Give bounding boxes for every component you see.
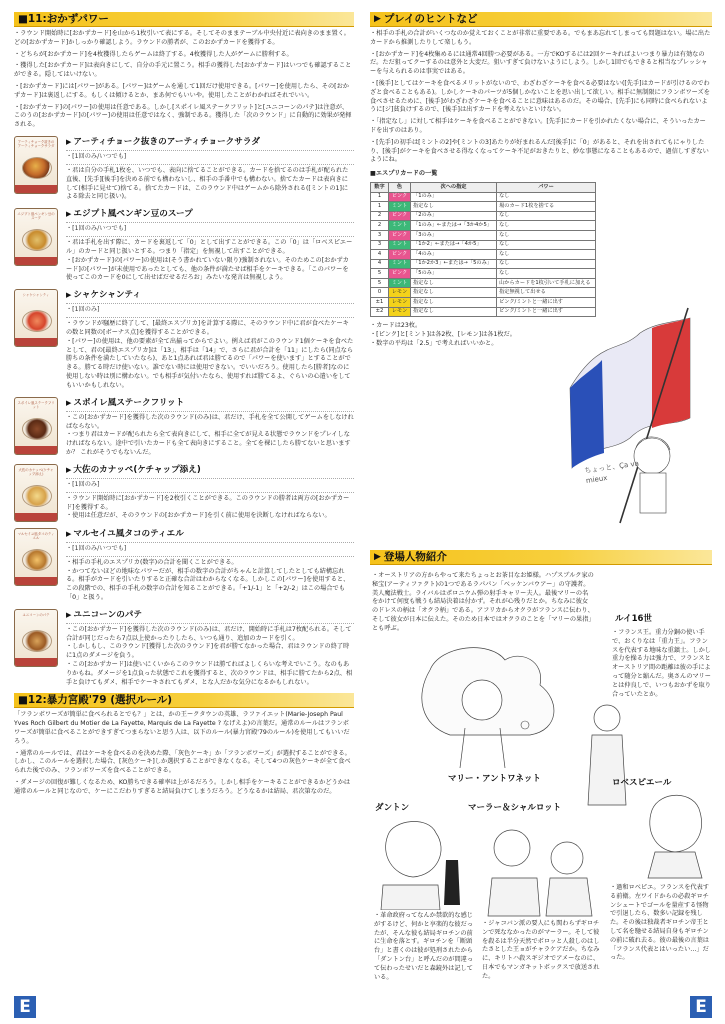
card-band bbox=[15, 446, 57, 454]
card-title: ▶ アーティチョーク抜きのアーティチョークサラダ bbox=[66, 136, 260, 147]
s11-rule-1: ・ラウンド開始時に[おかずカード]を山から1枚引いて表にする。そしてそのままテーブル中央付近に表向きのまま置く。どの[おかずカード]かしっかり確認しよう。ラウンドの勝者が、このおかずカードを獲得する。 bbox=[14, 30, 350, 46]
section-12-title: ■12:暴力宮殿'79 (選択ルール) bbox=[18, 694, 173, 707]
okazu-card-canape bbox=[14, 464, 354, 522]
louis-illustration bbox=[582, 700, 632, 810]
cell-color: レモン bbox=[389, 307, 411, 317]
col-power: パワー bbox=[497, 182, 596, 192]
okazu-card-unicorn bbox=[14, 609, 354, 688]
table-row bbox=[371, 192, 596, 202]
dish-plate-icon bbox=[22, 310, 52, 332]
cell-spec: 指定なし bbox=[411, 288, 497, 298]
dish-plate-icon bbox=[22, 418, 52, 440]
card-timing: ・[1回のみ/いつでも] bbox=[66, 225, 127, 233]
triangle-icon: ▶ bbox=[66, 398, 72, 407]
marat-illustration bbox=[482, 818, 602, 918]
section-12-header bbox=[14, 693, 354, 708]
cell-color: ミント bbox=[389, 202, 411, 212]
s12-rule-2: ・ダメージの回復が難しくなるため、KO勝ちできる確率は上がるだろう。しかし相手をケーキることができるかどうかは通常のルールと同じなので、ケーにこだわりすぎると結局負けてしまうだろう。どうなるかは結局、君次第なのだ。 bbox=[14, 779, 351, 795]
divider bbox=[66, 317, 354, 318]
cell-spec: 「3のみ」 bbox=[411, 230, 497, 240]
triangle-icon: ▶ bbox=[66, 610, 72, 619]
divider bbox=[66, 623, 354, 624]
card-timing: ・[1回のみ/いつでも] bbox=[66, 153, 127, 161]
characters-title: 登場人物紹介 bbox=[383, 550, 447, 563]
louis-name: ルイ16世 bbox=[615, 614, 652, 624]
card-image-label: エジプト風ペンギン豆のスープ bbox=[17, 212, 55, 221]
cell-color: ピンク bbox=[389, 211, 411, 221]
triangle-icon: ▶ bbox=[374, 551, 381, 562]
marat-text: ・ジャコバン派の要人にも関わらずギロチンで死ななかったのがマーラー。そして彼を殺るは半分天然でボロッと人殺しのはしたさとした王ョがチャラケアだか。ちなみに、キリトハ殺スギジオでアメーなのに、日本でもマンガキットボックスで放送された。 bbox=[482, 920, 600, 980]
signature-text: ちょっと、Ça va mieux bbox=[583, 459, 640, 485]
card-text: ・この[おかずカード]を獲得した次のラウンド(のみ)は、君だけ、開始時に手札は7枚配られる。そして合計が同じだったら7点以上使かったりしたら、いつも通り、追加のカードを引く。 ・しかしもし、このラウンド[獲得した次のラウンド]を君が勝てなかった場合、君はラウンドの終了時に1点のダメージを負う。 ・この[おかずカード]は使いにくいからこのラウンドは勝てればよしくらいな考えでいこう。なのもありかもね。ダメージを1点負った状態でこれを獲得すると、次のラウンドは、相手に勝てたから2点、相手と負けてもダメ、相手でケーキされてもダメ、とな人だかな気分になるかもしれない。 bbox=[66, 625, 353, 686]
card-timing: ・[1回のみ] bbox=[66, 306, 100, 314]
robespierre-illustration bbox=[640, 790, 710, 880]
cell-power: なし bbox=[497, 240, 596, 250]
section-11-header bbox=[14, 12, 354, 27]
cell-number: 5 bbox=[371, 269, 389, 279]
s11-rule-4: ・[おかずカード]には[パワー]がある。[パワー]はゲームを通して1回だけ使用できる。[パワー]を使用したら、その[おかずカード]は裏返しにする。もしくは傾けるとか、まあ何でもいいや。使用したことがわかればそれでいい。 bbox=[14, 82, 349, 99]
table-row bbox=[371, 240, 596, 250]
cell-power: なし bbox=[497, 250, 596, 260]
card-title: ▶ エジプト風ペンギン豆のスープ bbox=[66, 209, 193, 220]
card-band bbox=[15, 513, 57, 521]
characters-section bbox=[370, 550, 712, 565]
card-image-tako bbox=[14, 528, 58, 586]
left-column bbox=[14, 12, 354, 797]
divider bbox=[66, 150, 354, 151]
cell-color: レモン bbox=[389, 298, 411, 308]
s12-intro: 「フランボワーズが簡単に食べられるとでも？」とは、かの王ークタウンの英雄、ラファイエット(Marie-Joseph Paul Yves Roch Gilbert du Motier de La Fayette, Marquis de La Fayette ? なげえよ)の言葉だ。通常のルールはフランボワーズが簡単に食べることができすぎてつまらないと思う人は、以下のルール(暴力宮殿'79のルール)を使用してもいいだろう。 bbox=[14, 711, 350, 745]
s12-rule-1: ・通常のルールでは、君はケーキを食べるのを決めた際、「灰色ケーキ」か「フランボワーズ」が選択することができる。しかし、このルールを選択した場合、[灰色ケーキ]しか選択することができなくなる。そして4つの灰色ケーキが全て食べられた後でのみ、フランボワーズを食べることができる。 bbox=[14, 749, 351, 775]
card-band bbox=[15, 658, 57, 666]
divider bbox=[66, 303, 354, 304]
card-text: ・君は手札を出す際に、カードを裏返して「0」として出すことができる。この「0」は「ロベスピエール」のカードと同じ扱いとする。つまり「指定」を無視して出すことができる。 ・[おかずカード]の[パワー]の使用は(そう書かれていない限り)強制されない。そのためこの[おかずカード]の[パワー]が未使用であったとしても、他の条件が満たせば相手をケーキできる。「このパワーを使ってこのカードを0にして出せばだせるだろお」みたいな発言は無視しよう。 bbox=[66, 239, 353, 282]
cell-spec: 「1か2」←または→「4か5」 bbox=[411, 240, 497, 250]
divider bbox=[66, 222, 354, 223]
cell-color: ミント bbox=[389, 259, 411, 269]
card-image-label: ユニコーンのパテ bbox=[22, 612, 50, 617]
cell-color: ピンク bbox=[389, 269, 411, 279]
card-image-steak bbox=[14, 397, 58, 455]
cell-number: 3 bbox=[371, 230, 389, 240]
cell-power: なし bbox=[497, 269, 596, 279]
card-title: ▶ 大佐のカナッペ(ケチャップ添え) bbox=[66, 464, 201, 475]
okazu-card-shake bbox=[14, 289, 354, 390]
card-timing: ・[1回のみ] bbox=[66, 480, 100, 488]
card-title: ▶ マルセイユ風タコのティエル bbox=[66, 528, 184, 539]
cell-power: なし bbox=[497, 230, 596, 240]
note-3: ・数字の平均は「2.5」で考えればいいかと。 bbox=[370, 339, 498, 347]
cell-power: なし bbox=[497, 211, 596, 221]
robespierre-name: ロベスピエール bbox=[612, 778, 672, 788]
cell-power: 指定無視して出せる bbox=[497, 288, 596, 298]
antoinette-text: ・オーストリアの方からやって来たちょっとお茶目なお姫様。ハプスブルク家の秘宝(アーティファクト)の1つであるラパパン「ベッケンバウアー」の守護者。美人魔法戦士。ライバルはポロニウム弾の射手キャリー夫人。最後マリーの名をかけて何度も戦うも結局決着は付かず。それが心残りだとか。ちなみに彼女のドレスの柄は「オクラ柄」である。アフリカからオクラがフランスに伝わり、そして彼女が日本に伝えた。そのため日本ではオクラのことを「マリーの果指」とも呼ぶ。 bbox=[372, 572, 594, 632]
cell-number: 3 bbox=[371, 240, 389, 250]
divider bbox=[66, 478, 354, 479]
card-text: ・この[おかずカード]を獲得した次のラウンド(のみ)は、君だけ、手札を全て公開してゲームをしなければならない。 ・つまり君はカードが配られたら全て表向きにして、相手に全てが見える状態でラウンドをプレイしなければならない。途中で引いたカードも全て表向きにすること。全てを裸にしたら勝てないと思いますか？ これがそうでもないんだ。 bbox=[66, 413, 354, 456]
divider bbox=[66, 164, 354, 165]
cell-number: 2 bbox=[371, 221, 389, 231]
card-image-unicorn bbox=[14, 609, 58, 667]
cell-number: ±2 bbox=[371, 307, 389, 317]
cell-spec: 「1か2か3」←または→「5のみ」 bbox=[411, 259, 497, 269]
okazu-card-soup bbox=[14, 208, 354, 283]
s11-rule-2: ・どちらが[おかずカード]を4枚獲得したらゲームは終了する。4枚獲得した人がゲームに勝利する。 bbox=[14, 50, 293, 58]
card-image-label: スポイレ風ステークフリット bbox=[17, 400, 55, 409]
cell-power: 山からカードを1枚引いて手札に加える bbox=[497, 278, 596, 288]
dish-plate-icon bbox=[22, 157, 52, 179]
cell-spec: 「4のみ」 bbox=[411, 250, 497, 260]
antoinette-illustration bbox=[410, 640, 580, 770]
dish-plate-icon bbox=[22, 485, 52, 507]
card-image-label: アーティチョーク抜きのアーティチョークサラダ bbox=[17, 139, 55, 149]
triangle-icon: ▶ bbox=[374, 13, 381, 24]
triangle-icon: ▶ bbox=[66, 465, 72, 474]
card-title: ▶ ユニコーンのパテ bbox=[66, 609, 142, 620]
triangle-icon: ▶ bbox=[66, 210, 72, 219]
hint-3: ・[後手]としてはケーキを食べるメリットがないので、わざわざケーキを食べる必要はない([先手]はカードが引けるのでわざと食べることもある)。しかしケーキのパーツが5個しかないことを思い出して欲しい。相手に無制限にフランボワーズを食べさせるために、[後手]がわざわざケーキを食べることに意味はあるのだ。その場合、[先手]にも同時に食べられないように[ジ]貧負けするので、[後手]は出すカードを考えないといけない。 bbox=[370, 79, 710, 114]
antoinette-name: マリー・アントワネット bbox=[448, 774, 541, 784]
section-11-title: ■11:おかずパワー bbox=[18, 12, 109, 25]
triangle-icon: ▶ bbox=[66, 291, 72, 300]
table-row bbox=[371, 202, 596, 212]
cell-number: 5 bbox=[371, 278, 389, 288]
card-text: ・ラウンドが騒歴に終了して、[最終エスプリカ]を計算する際に、そのラウンド中に君が食べたケーキの数と同数の[ボーナス点]を獲得することができる。 ・[パワー]の使用は、他の要素が全て出揃ってからでよい。例えば君がこのラウンド1個ケーキを食べたとして、君の[最終エスプリカ]は「13」、相手は「14」で、さらに君が合計を「11」にしたら(同点なら勝ちの条件を満たしていたなら)、あと1点あれば君は勝てるので「パワーを使います」とすることができる。勝てる時だけ使いない。誰でない時には使用できない。でいいだろう。使用したら[勝者]なのに使用しない時は別に構わない。でも相手が気付いたなら、使用すれば勝てるよ、ぐらいの心遣いをしてもいいかもしれない。 bbox=[66, 320, 354, 389]
cell-spec: 「1のみ」 bbox=[411, 192, 497, 202]
cell-number: 0 bbox=[371, 288, 389, 298]
cell-spec: 指定なし bbox=[411, 278, 497, 288]
col-next-spec: 次への指定 bbox=[411, 182, 497, 192]
table-row bbox=[371, 211, 596, 221]
hint-2: ・[おかずカード]を4枚集めるには通常4回勝つ必要がある。一方でKOするには2回ケーキればよいつまり暴力は有効なのだ。ただ狙ってクーするのは意外と大変だ。狙いすぎて負けないようにしよう。しかし1回でもできると相当なプレッシャーを与えられるのは事実ではある。 bbox=[370, 50, 708, 76]
cell-spec: 「5のみ」 bbox=[411, 269, 497, 279]
hint-1: ・相手の手札の合計がいくつなのか覚えておくことが非常に重要である。でもまあ忘れてしまっても問題はない。場に出たカードから推測したりして楽しもう。 bbox=[370, 30, 711, 46]
cell-color: ピンク bbox=[389, 250, 411, 260]
card-image-shake bbox=[14, 289, 58, 347]
card-image-soup bbox=[14, 208, 58, 266]
dish-plate-icon bbox=[22, 630, 52, 652]
marat-name: マーラー＆シャルロット bbox=[468, 803, 562, 813]
divider bbox=[66, 492, 354, 493]
page-badge-left: E bbox=[14, 996, 36, 1018]
robespierre-text: ・過和ロベピエ。フランスを代表する前衛。左ワイドからの必殺ギロチンシュートでゴールを量産する怪物で引退したら、数多い記録を残した。その後は独裁者ギロチン帝王として名を馳せる結局自身もギロチンの前に破れ去る。彼の最後の言葉は「フランス代表とはいったい…」だった。 bbox=[610, 884, 709, 962]
card-title: ▶ スポイレ風ステークフリット bbox=[66, 397, 185, 408]
s11-rule-5: ・[おかずカード]の[パワー]の使用は任意である。しかし[スポイレ風ステークフリット]と[ユニコーンのパテ]は注意が、このうの[おかずカード]の[パワー]の使用は任意ではなく、強制である。獲得した「次のラウンド」に自動的に効果が発揮される。 bbox=[14, 103, 352, 129]
divider bbox=[66, 542, 354, 543]
cell-color: レモン bbox=[389, 288, 411, 298]
table-row bbox=[371, 221, 596, 231]
cell-power: ピンク/ミントと一緒に出す bbox=[497, 298, 596, 308]
divider bbox=[66, 411, 354, 412]
dish-plate-icon bbox=[22, 549, 52, 571]
triangle-icon: ▶ bbox=[66, 137, 72, 146]
cell-color: ミント bbox=[389, 278, 411, 288]
table-row bbox=[371, 230, 596, 240]
card-timing: ・[1回のみ/いつでも] bbox=[66, 544, 127, 552]
s11-rule-3: ・獲得した[おかずカード]は表向きにして、自分の手元に置こう。相手の獲得した[おかずカード]はいつでも確認することができる。隠してはいけない。 bbox=[14, 62, 352, 79]
cell-power: なし bbox=[497, 221, 596, 231]
hints-title: プレイのヒントなど bbox=[383, 12, 478, 25]
table-row bbox=[371, 269, 596, 279]
cell-number: 2 bbox=[371, 211, 389, 221]
card-band bbox=[15, 257, 57, 265]
cell-color: ピンク bbox=[389, 192, 411, 202]
cell-power: なし bbox=[497, 192, 596, 202]
cell-color: ミント bbox=[389, 240, 411, 250]
divider bbox=[66, 556, 354, 557]
cell-number: 4 bbox=[371, 259, 389, 269]
danton-text: ・革命政府ってなんか禁欲的な感じがするけど、何かと享楽的な彼だったが、そんな彼も結局ギロチンの前に生命を落とす。ギロチンを「断頭台」と書くのは彼が処刑されたから「ダントン台」と呼んだのが間違って伝わったせいだと森鏡外は記している。 bbox=[374, 912, 474, 981]
table-row bbox=[371, 250, 596, 260]
card-image-label: マルセイユ風タコのティエル bbox=[17, 531, 55, 540]
table-row bbox=[371, 259, 596, 269]
card-text: ・ラウンド開始時に[おかずカード]を2枚引くことができる。このラウンドの勝者は両方の[おかずカード]を獲得する。 ・使用は任意だが、そのラウンドの[おかずカード]を引く前に使用を決断しなければならない。 bbox=[66, 494, 350, 520]
col-color: 色 bbox=[389, 182, 411, 192]
card-band bbox=[15, 185, 57, 193]
cell-spec: 指定なし bbox=[411, 298, 497, 308]
cell-power: なし bbox=[497, 259, 596, 269]
dish-plate-icon bbox=[22, 229, 52, 251]
note-2: ・[ピンク]と[ミント]は各2枚、[レモン]は各1枚だ。 bbox=[370, 331, 516, 339]
card-image-label: 大佐のカナッペ(ケチャップ添え) bbox=[18, 467, 54, 476]
triangle-icon: ▶ bbox=[66, 529, 72, 538]
cell-number: 1 bbox=[371, 202, 389, 212]
card-text: ・相手の手札のエスプリカ(数字)の合計を聞くことができる。 ・かつてないほどの地味なパワーだが、相手の数字の合計がちゃんと計算してしたとしても結構忘れる。相手がカードを引いたりすると正確な合計はわからなくなる。しかしこの[パワー]を使用すると、この段階での、相手の手札の数字の合計を知ることができる。「+1/-1」と「+2/-2」はこの場合でも「0」と扱う。 bbox=[66, 558, 350, 601]
cell-spec: 指定なし bbox=[411, 202, 497, 212]
card-image-artichoke bbox=[14, 136, 58, 194]
card-title: ▶ シャケシャンティ bbox=[66, 290, 141, 301]
card-image-label: シャケシャンティ bbox=[22, 293, 50, 298]
okazu-card-artichoke bbox=[14, 136, 354, 202]
hint-5: ・[先手]の初手は[ミントの2]や[ミントの3]あたりが好まれるんだ[後手]に「0」があると、それを出されてもにゃりしたり、[後手]がケーキを食べさせる得なくなってケーキ不足がおきたりと、妙な事態になることもあるので、過信しすぎないようにね。 bbox=[370, 138, 709, 164]
card-band bbox=[15, 338, 57, 346]
cell-spec: 指定なし bbox=[411, 307, 497, 317]
hints-header bbox=[370, 12, 712, 27]
card-image-canape bbox=[14, 464, 58, 522]
note-1: ・カードは23枚。 bbox=[370, 322, 422, 330]
okazu-card-steak bbox=[14, 397, 354, 458]
hint-4: ・「指定なし」に対して相手はケーキを食べることができない。[先手]にカードを引かれたくない場合に、そういったカードを出すのはあり。 bbox=[370, 118, 706, 134]
divider bbox=[66, 236, 354, 237]
cell-color: ピンク bbox=[389, 230, 411, 240]
danton-name: ダントン bbox=[375, 803, 410, 813]
cell-number: 4 bbox=[371, 250, 389, 260]
louis-text: ・フランス王。重力分銅の使い手で、おくりなは「重力王」。フランスを代表する地味な重鎮士。しかし重力を操る力は強力で、フランスとオーストリア間の距離は彼の手によって随分と縮んだ。奥さんのマリーとは仲良しで、いつもおかずを取り合っていたとか。 bbox=[612, 629, 711, 698]
cell-number: ±1 bbox=[371, 298, 389, 308]
cell-power: 場のカード1枚を捨てる bbox=[497, 202, 596, 212]
cell-spec: 「1のみ」←または→「3か4か5」 bbox=[411, 221, 497, 231]
table-title: ■エスプリカードの一覧 bbox=[370, 170, 438, 178]
table-header-row bbox=[371, 182, 596, 192]
cell-spec: 「2のみ」 bbox=[411, 211, 497, 221]
okazu-card-tako bbox=[14, 528, 354, 603]
flag-girl-illustration bbox=[560, 278, 710, 528]
cell-number: 1 bbox=[371, 192, 389, 202]
card-band bbox=[15, 577, 57, 585]
characters-header bbox=[370, 550, 712, 565]
page-badge-right: E bbox=[690, 996, 712, 1018]
col-number: 数字 bbox=[371, 182, 389, 192]
card-text: ・君は自分の手札1枚を、いつでも、表向に捨てることができる。カードを捨てるのは手札が配られた直後、[先手][後手]を決める前でも構わないし、相手の手番中でも構わない。捨てたカードは表向きにして(相手に見せて)捨てる。捨てたカードは、このラウンド中はゲームから除外される([ミントの1]による除去と同じ扱い)。 bbox=[66, 166, 349, 201]
cell-color: ミント bbox=[389, 221, 411, 231]
danton-illustration bbox=[378, 815, 468, 910]
cell-power: ピンク/ミントと一緒に出す bbox=[497, 307, 596, 317]
